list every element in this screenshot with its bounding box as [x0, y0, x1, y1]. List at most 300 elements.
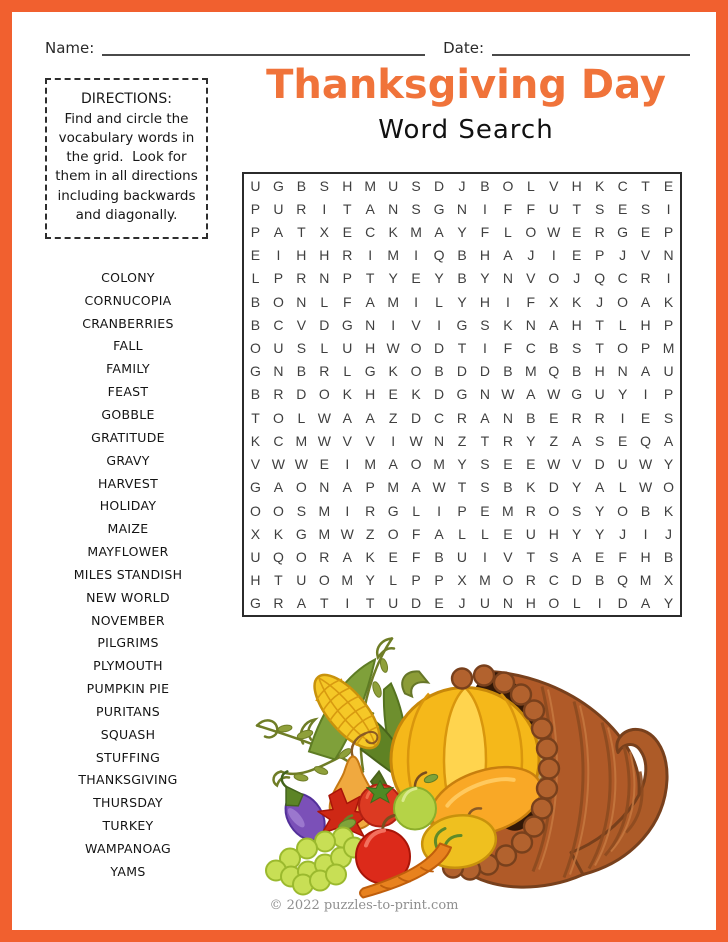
grid-cell: W — [340, 525, 354, 542]
grid-cell: H — [571, 177, 582, 194]
grid-cell: Y — [617, 386, 628, 403]
grid-cell: O — [272, 502, 284, 519]
word-list-item: FALL — [113, 338, 143, 354]
grid-cell: S — [411, 177, 421, 194]
grid-cell: L — [572, 595, 581, 612]
grid-cell: B — [640, 502, 651, 519]
grid-cell: I — [551, 247, 556, 264]
grid-cell: A — [365, 293, 375, 310]
grid-cell: W — [409, 432, 423, 449]
word-list-item: SQUASH — [100, 726, 156, 742]
grid-cell: S — [549, 548, 559, 565]
grid-cell: M — [364, 456, 377, 473]
grid-cell: N — [479, 386, 490, 403]
grid-cell: K — [503, 316, 513, 333]
grid-cell: R — [365, 502, 376, 519]
grid-cell: T — [457, 340, 467, 357]
grid-cell: Y — [457, 293, 467, 310]
grid-cell: A — [572, 432, 582, 449]
grid-cell: R — [319, 548, 330, 565]
grid-cell: X — [250, 525, 261, 542]
grid-cell: L — [320, 293, 329, 310]
grid-cell: S — [480, 456, 490, 473]
grid-cell: E — [595, 548, 605, 565]
grid-cell: U — [617, 456, 628, 473]
grid-cell: B — [296, 177, 307, 194]
grid-cell: R — [571, 409, 582, 426]
grid-cell: K — [411, 386, 421, 403]
grid-cell: A — [434, 525, 444, 542]
word-list-item: HOLIDAY — [99, 498, 157, 514]
grid-cell: D — [411, 595, 422, 612]
grid-cell: T — [480, 432, 490, 449]
grid-cell: S — [480, 316, 490, 333]
grid-cell: V — [572, 456, 582, 473]
grid-cell: B — [250, 293, 261, 310]
grid-cell: K — [572, 293, 582, 310]
grid-cell: L — [251, 270, 260, 287]
grid-cell: G — [433, 200, 445, 217]
grid-cell: P — [595, 247, 605, 264]
grid-cell: W — [638, 456, 653, 473]
grid-cell: Q — [272, 548, 284, 565]
grid-cell: D — [456, 363, 468, 380]
grid-cell: A — [595, 479, 605, 496]
grid-cell: D — [411, 409, 422, 426]
grid-cell: A — [640, 293, 651, 310]
grid-cell: S — [663, 409, 674, 426]
grid-cell: N — [433, 432, 445, 449]
grid-cell: H — [250, 572, 261, 589]
grid-cell: Z — [549, 432, 559, 449]
grid-cell: X — [663, 572, 674, 589]
grid-cell: M — [341, 572, 354, 589]
grid-cell: U — [663, 363, 674, 380]
grid-cell: I — [482, 200, 487, 217]
grid-cell: L — [389, 572, 398, 589]
grid-cell: W — [271, 456, 286, 473]
grid-cell: C — [273, 316, 284, 333]
grid-cell: E — [663, 177, 674, 194]
grid-cell: T — [251, 409, 260, 426]
grid-cell: B — [503, 363, 513, 380]
grid-cell: U — [342, 340, 353, 357]
grid-cell: H — [548, 525, 559, 542]
grid-cell: S — [595, 432, 605, 449]
grid-cell: P — [663, 386, 674, 403]
grid-cell: Z — [457, 432, 467, 449]
grid-cell: X — [549, 293, 559, 310]
grid-cell: C — [617, 177, 628, 194]
grid-cell: A — [342, 548, 352, 565]
grid-cell: V — [411, 316, 421, 333]
grid-cell: I — [414, 247, 419, 264]
grid-cell: D — [319, 316, 330, 333]
title-block — [240, 62, 692, 145]
grid-cell: W — [547, 224, 561, 241]
grid-cell: T — [297, 224, 306, 241]
name-input-line[interactable] — [102, 36, 425, 56]
grid-cell: W — [386, 340, 400, 357]
grid-cell: W — [432, 479, 446, 496]
grid-cell: Z — [365, 525, 375, 542]
grid-cell: U — [594, 386, 605, 403]
grid-cell: P — [250, 200, 261, 217]
grid-cell: T — [526, 548, 536, 565]
grid-cell: A — [572, 548, 582, 565]
grid-cell: I — [345, 502, 350, 519]
grid-cell: M — [502, 502, 514, 519]
grid-cell: T — [342, 200, 352, 217]
word-list-item: GOBBLE — [101, 406, 155, 422]
grid-cell: A — [640, 363, 651, 380]
grid-cell: K — [595, 177, 605, 194]
grid-cell: J — [619, 525, 627, 542]
grid-cell: V — [342, 432, 352, 449]
grid-cell: H — [571, 316, 582, 333]
grid-cell: E — [572, 224, 582, 241]
grid-cell: I — [597, 595, 602, 612]
grid-cell: M — [318, 502, 331, 519]
grid-cell: L — [343, 363, 352, 380]
word-list-item: FAMILY — [106, 361, 150, 377]
word-list — [30, 266, 226, 883]
grid-cell: S — [640, 200, 651, 217]
grid-cell: K — [663, 502, 674, 519]
grid-cell: J — [596, 293, 604, 310]
grid-cell: H — [525, 595, 536, 612]
grid-cell: R — [296, 270, 307, 287]
grid-cell: E — [526, 456, 536, 473]
grid-cell: R — [456, 409, 468, 426]
grid-cell: J — [458, 595, 466, 612]
date-label: Date: — [443, 38, 484, 57]
grid-cell: M — [318, 525, 331, 542]
grid-cell: A — [365, 409, 375, 426]
grid-cell: U — [250, 548, 261, 565]
grid-cell: E — [388, 386, 398, 403]
grid-cell: C — [273, 432, 284, 449]
grid-cell: D — [433, 177, 445, 194]
grid-cell: B — [457, 247, 467, 264]
grid-cell: Q — [548, 363, 560, 380]
grid-cell: L — [458, 525, 466, 542]
grid-cell: O — [502, 177, 514, 194]
grid-cell: A — [342, 409, 352, 426]
grid-cell: T — [457, 479, 467, 496]
grid-cell: V — [640, 247, 651, 264]
grid-cell: Y — [480, 270, 490, 287]
word-list-item: GRAVY — [106, 452, 150, 468]
grid-cell: G — [250, 363, 261, 380]
grid-cell: Y — [388, 270, 398, 287]
grid-cell: M — [387, 293, 399, 310]
directions-heading: DIRECTIONS: — [80, 91, 173, 107]
grid-cell: J — [458, 177, 466, 194]
grid-cell: I — [322, 200, 327, 217]
word-list-item: WAMPANOAG — [85, 841, 171, 857]
grid-cell: W — [547, 456, 561, 473]
grid-cell: O — [295, 479, 307, 496]
grid-cell: D — [571, 572, 582, 589]
grid-cell: M — [479, 572, 491, 589]
grid-cell: U — [456, 548, 468, 565]
grid-cell: A — [503, 247, 513, 264]
grid-cell: O — [617, 340, 629, 357]
grid-cell: O — [250, 340, 261, 357]
grid-cell: T — [365, 595, 375, 612]
cornucopia-illustration — [243, 630, 695, 908]
grid-cell: W — [317, 432, 331, 449]
grid-cell: Y — [365, 572, 375, 589]
grid-cell: R — [319, 363, 330, 380]
grid-cell: B — [434, 548, 444, 565]
grid-cell: T — [572, 200, 581, 217]
grid-cell: M — [662, 340, 675, 357]
grid-cell: S — [480, 479, 490, 496]
grid-cell: H — [365, 386, 376, 403]
grid-cell: P — [250, 224, 261, 241]
grid-cell: L — [435, 293, 443, 310]
word-list-item: CORNUCOPIA — [84, 292, 172, 308]
grid-cell: S — [595, 200, 605, 217]
grid-cell: Q — [433, 247, 445, 264]
grid-cell: G — [456, 386, 468, 403]
grid-cell: P — [457, 502, 467, 519]
grid-cell: M — [525, 363, 537, 380]
name-date-row — [45, 36, 690, 56]
grid-cell: Y — [526, 432, 536, 449]
grid-cell: D — [479, 363, 490, 380]
grid-cell: P — [342, 270, 352, 287]
grid-cell: D — [617, 595, 628, 612]
grid-cell: O — [617, 502, 629, 519]
word-list-item: PLYMOUTH — [93, 658, 163, 674]
grid-cell: P — [663, 316, 674, 333]
grid-cell: M — [364, 177, 377, 194]
grid-cell: Q — [640, 432, 652, 449]
grid-cell: J — [619, 247, 627, 264]
grid-cell: N — [502, 409, 513, 426]
grid-cell: N — [365, 316, 376, 333]
grid-cell: L — [297, 409, 306, 426]
grid-cell: O — [272, 409, 284, 426]
grid-cell: I — [414, 293, 419, 310]
grid-cell: C — [548, 572, 559, 589]
grid-cell: N — [525, 316, 536, 333]
grid-cell: K — [365, 548, 375, 565]
grid-cell: V — [250, 456, 261, 473]
grid-cell: M — [387, 479, 399, 496]
grid-cell: G — [617, 224, 629, 241]
grid-cell: N — [273, 363, 284, 380]
grid-cell: X — [319, 224, 329, 241]
grid-cell: H — [640, 548, 651, 565]
grid-cell: R — [640, 270, 651, 287]
grid-cell: D — [548, 479, 559, 496]
grid-cell: R — [525, 572, 536, 589]
word-list-item: PURITANS — [96, 703, 160, 719]
word-list-item: MAIZE — [107, 521, 149, 537]
grid-cell: Q — [617, 572, 629, 589]
grid-cell: V — [526, 270, 536, 287]
grid-cell: F — [526, 293, 536, 310]
grid-cell: C — [525, 340, 536, 357]
grid-cell: A — [296, 595, 307, 612]
grid-cell: B — [572, 363, 582, 380]
page-title: Thanksgiving Day — [266, 62, 666, 108]
grid-cell: B — [663, 548, 674, 565]
grid-cell: N — [663, 247, 674, 264]
grid-cell: A — [273, 224, 284, 241]
grid-cell: O — [663, 479, 674, 496]
grid-cell: R — [296, 200, 307, 217]
grid-cell: T — [320, 595, 329, 612]
grid-cell: P — [273, 270, 284, 287]
grid-cell: E — [640, 224, 651, 241]
grid-cell: B — [480, 177, 490, 194]
grid-cell: A — [365, 200, 375, 217]
grid-cell: O — [525, 224, 537, 241]
word-list-item: PUMPKIN PIE — [86, 681, 170, 697]
grid-cell: U — [388, 595, 399, 612]
grid-cell: O — [318, 572, 330, 589]
grid-cell: I — [666, 200, 671, 217]
grid-cell: N — [456, 200, 468, 217]
grid-cell: D — [433, 340, 445, 357]
grid-cell: O — [410, 456, 422, 473]
grid-cell: O — [548, 270, 560, 287]
grid-cell: O — [250, 502, 261, 519]
grid-cell: B — [250, 316, 261, 333]
grid-cell: E — [572, 247, 582, 264]
grid-cell: M — [410, 224, 422, 241]
grid-cell: W — [638, 479, 653, 496]
grid-cell: O — [617, 293, 629, 310]
grid-cell: Y — [457, 456, 467, 473]
date-input-line[interactable] — [492, 36, 690, 56]
grid-cell: U — [273, 200, 284, 217]
grid-cell: L — [618, 316, 627, 333]
grid-cell: C — [433, 409, 445, 426]
grid-cell: H — [342, 177, 353, 194]
grid-cell: S — [572, 340, 582, 357]
grid-cell: R — [273, 386, 284, 403]
grid-cell: F — [526, 200, 536, 217]
grid-cell: E — [250, 247, 261, 264]
grid-cell: T — [595, 316, 604, 333]
grid-cell: T — [274, 572, 283, 589]
grid-cell: K — [388, 224, 398, 241]
grid-cell: B — [549, 340, 559, 357]
grid-cell: N — [617, 363, 628, 380]
grid-cell: F — [503, 200, 513, 217]
grid-cell: E — [549, 409, 559, 426]
grid-cell: K — [388, 363, 398, 380]
grid-cell: L — [503, 224, 512, 241]
grid-cell: B — [595, 572, 605, 589]
grid-cell: R — [342, 247, 353, 264]
word-list-item: MAYFLOWER — [87, 544, 169, 560]
grid-cell: P — [411, 572, 421, 589]
grid-cell: A — [549, 316, 559, 333]
grid-cell: E — [434, 595, 444, 612]
grid-cell: Q — [594, 270, 606, 287]
grid-cell: D — [433, 386, 445, 403]
grid-cell: I — [391, 316, 396, 333]
grid-cell: Y — [663, 456, 674, 473]
grid-cell: H — [479, 293, 490, 310]
grid-cell: R — [594, 409, 605, 426]
word-list-item: PILGRIMS — [97, 635, 159, 651]
grid-cell: B — [526, 409, 536, 426]
grid-cell: F — [411, 548, 421, 565]
grid-cell: I — [437, 316, 441, 333]
grid-cell: H — [365, 340, 376, 357]
grid-cell: T — [641, 177, 650, 194]
word-list-item: HARVEST — [97, 475, 159, 491]
grid-cell: D — [594, 456, 605, 473]
grid-cell: M — [295, 432, 308, 449]
grid-cell: E — [342, 224, 352, 241]
grid-cell: O — [318, 386, 330, 403]
word-list-item: COLONY — [101, 269, 155, 285]
grid-cell: E — [319, 456, 329, 473]
grid-cell: S — [411, 200, 421, 217]
word-list-item: NOVEMBER — [91, 612, 165, 628]
grid-cell: U — [296, 572, 307, 589]
grid-cell: B — [296, 363, 307, 380]
grid-cell: B — [250, 386, 261, 403]
grid-cell: L — [481, 525, 489, 542]
grid-cell: C — [617, 270, 628, 287]
grid-cell: Y — [595, 502, 605, 519]
word-list-item: NEW WORLD — [86, 589, 170, 605]
grid-cell: V — [549, 177, 559, 194]
grid-cell: E — [411, 270, 421, 287]
grid-cell: U — [273, 340, 284, 357]
word-list-item: YAMS — [110, 863, 146, 879]
grid-cell: S — [319, 177, 329, 194]
grid-cell: U — [479, 595, 490, 612]
grid-cell: A — [663, 432, 674, 449]
copyright-footer: © 2022 puzzles-to-print.com — [269, 898, 459, 913]
grid-cell: D — [296, 386, 307, 403]
grid-cell: K — [342, 386, 352, 403]
grid-cell: J — [527, 247, 535, 264]
word-list-item: TURKEY — [102, 818, 154, 834]
grid-cell: B — [457, 270, 467, 287]
grid-cell: I — [368, 247, 373, 264]
grid-cell: A — [480, 409, 490, 426]
word-list-item: STUFFING — [95, 749, 161, 765]
grid-cell: V — [296, 316, 307, 333]
grid-cell: Y — [572, 525, 582, 542]
grid-cell: N — [502, 595, 513, 612]
word-list-item: THURSDAY — [93, 795, 163, 811]
grid-cell: Y — [572, 479, 582, 496]
grid-cell: O — [548, 595, 560, 612]
grid-cell: I — [345, 456, 350, 473]
grid-cell: A — [273, 479, 284, 496]
grid-cell: V — [365, 432, 375, 449]
grid-cell: R — [502, 432, 513, 449]
word-list-item: CRANBERRIES — [82, 315, 174, 331]
grid-cell: E — [617, 432, 628, 449]
grid-cell: A — [342, 479, 352, 496]
grid-cell: F — [618, 548, 627, 565]
grid-cell: I — [666, 270, 671, 287]
